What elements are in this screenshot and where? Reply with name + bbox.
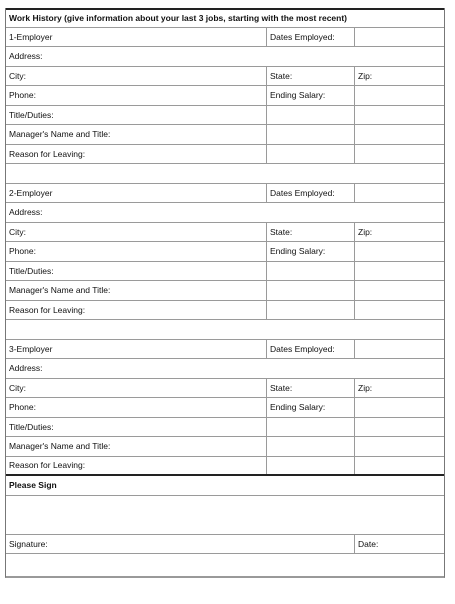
job-2-dates-label: Dates Employed: [267,184,355,203]
job-3-title-extra-2[interactable] [355,418,444,437]
job-1-dates-label: Dates Employed: [267,28,355,47]
job-2-state-field[interactable]: State: [267,223,355,242]
job-2-title-extra-2[interactable] [355,262,444,281]
job-2-salary-field[interactable] [355,242,444,261]
job-3-employer-row [6,340,444,360]
job-2-address-field[interactable]: Address: [9,207,43,218]
job-3-city-field[interactable]: City: [6,379,267,398]
sign-space[interactable] [6,496,444,534]
job-2-city-field[interactable]: City: [6,223,267,242]
job-3-manager-extra-1[interactable] [267,437,355,456]
job-2-spacer-row [6,320,444,340]
job-2-title-extra-1[interactable] [267,262,355,281]
job-3-address-field[interactable]: Address: [9,363,43,374]
job-3-reason-extra-2[interactable] [355,457,444,475]
job-1-manager-field[interactable]: Manager's Name and Title: [6,125,267,144]
job-3-phone-row [6,398,444,418]
job-2-reason-extra-1[interactable] [267,301,355,320]
job-2-reason-extra-2[interactable] [355,301,444,320]
job-2-address-row [6,203,444,223]
job-3-manager-extra-2[interactable] [355,437,444,456]
job-3-state-field[interactable]: State: [267,379,355,398]
job-2-manager-field[interactable]: Manager's Name and Title: [6,281,267,300]
job-2-spacer [6,320,444,339]
job-1-employer-field[interactable]: 1-Employer [6,28,267,47]
job-2-zip-field[interactable]: Zip: [358,226,373,237]
job-2-title-row [6,262,444,282]
please-sign-heading: Please Sign [9,480,57,491]
job-1-zip-field[interactable]: Zip: [358,70,373,81]
job-1-manager-row [6,125,444,145]
job-3-dates-label: Dates Employed: [267,340,355,359]
job-1-title-extra-2[interactable] [355,106,444,125]
job-1-reason-extra-2[interactable] [355,145,444,164]
job-1-dates-field[interactable] [355,28,444,47]
job-3-city-row [6,379,444,399]
job-2-dates-field[interactable] [355,184,444,203]
job-1-title-field[interactable]: Title/Duties: [6,106,267,125]
work-history-form [5,8,445,578]
job-1-city-field[interactable]: City: [6,67,267,86]
job-1-title-row [6,106,444,126]
bottom-empty [6,554,444,576]
job-3-dates-field[interactable] [355,340,444,359]
job-3-reason-field[interactable]: Reason for Leaving: [6,457,267,475]
job-3-title-field[interactable]: Title/Duties: [6,418,267,437]
job-1-address-row [6,47,444,67]
job-3-phone-field[interactable]: Phone: [6,398,267,417]
job-2-reason-field[interactable]: Reason for Leaving: [6,301,267,320]
work-history-header-row [6,8,444,28]
job-1-phone-row [6,86,444,106]
job-1-title-extra-1[interactable] [267,106,355,125]
job-1-reason-row [6,145,444,165]
job-3-address-row [6,359,444,379]
job-2-employer-row [6,184,444,204]
job-2-city-row [6,223,444,243]
job-1-state-field[interactable]: State: [267,67,355,86]
job-3-employer-field[interactable]: 3-Employer [6,340,267,359]
job-2-phone-row [6,242,444,262]
job-2-title-field[interactable]: Title/Duties: [6,262,267,281]
job-2-reason-row [6,301,444,321]
work-history-heading: Work History (give information about your last 3 jobs, starting with the most recent) [9,13,347,24]
job-3-manager-row [6,437,444,457]
job-3-title-extra-1[interactable] [267,418,355,437]
job-1-address-field[interactable]: Address: [9,51,43,62]
job-1-spacer-row [6,164,444,184]
bottom-empty-row [6,554,444,577]
job-3-zip-field[interactable]: Zip: [358,382,373,393]
job-2-manager-row [6,281,444,301]
job-1-salary-label: Ending Salary: [267,86,355,105]
job-1-reason-field[interactable]: Reason for Leaving: [6,145,267,164]
signature-row [6,535,444,555]
job-1-manager-extra-2[interactable] [355,125,444,144]
job-1-manager-extra-1[interactable] [267,125,355,144]
job-3-salary-label: Ending Salary: [267,398,355,417]
job-2-salary-label: Ending Salary: [267,242,355,261]
job-2-manager-extra-1[interactable] [267,281,355,300]
job-3-reason-row [6,457,444,477]
job-1-employer-row [6,28,444,48]
job-3-manager-field[interactable]: Manager's Name and Title: [6,437,267,456]
job-3-reason-extra-1[interactable] [267,457,355,475]
job-1-salary-field[interactable] [355,86,444,105]
signature-field[interactable]: Signature: [6,535,355,554]
sign-space-row [6,496,444,535]
job-2-employer-field[interactable]: 2-Employer [6,184,267,203]
job-1-reason-extra-1[interactable] [267,145,355,164]
job-2-manager-extra-2[interactable] [355,281,444,300]
job-1-phone-field[interactable]: Phone: [6,86,267,105]
job-1-spacer [6,164,444,183]
date-field[interactable]: Date: [358,538,379,549]
job-3-title-row [6,418,444,438]
job-2-phone-field[interactable]: Phone: [6,242,267,261]
job-1-city-row [6,67,444,87]
please-sign-row [6,476,444,496]
job-3-salary-field[interactable] [355,398,444,417]
